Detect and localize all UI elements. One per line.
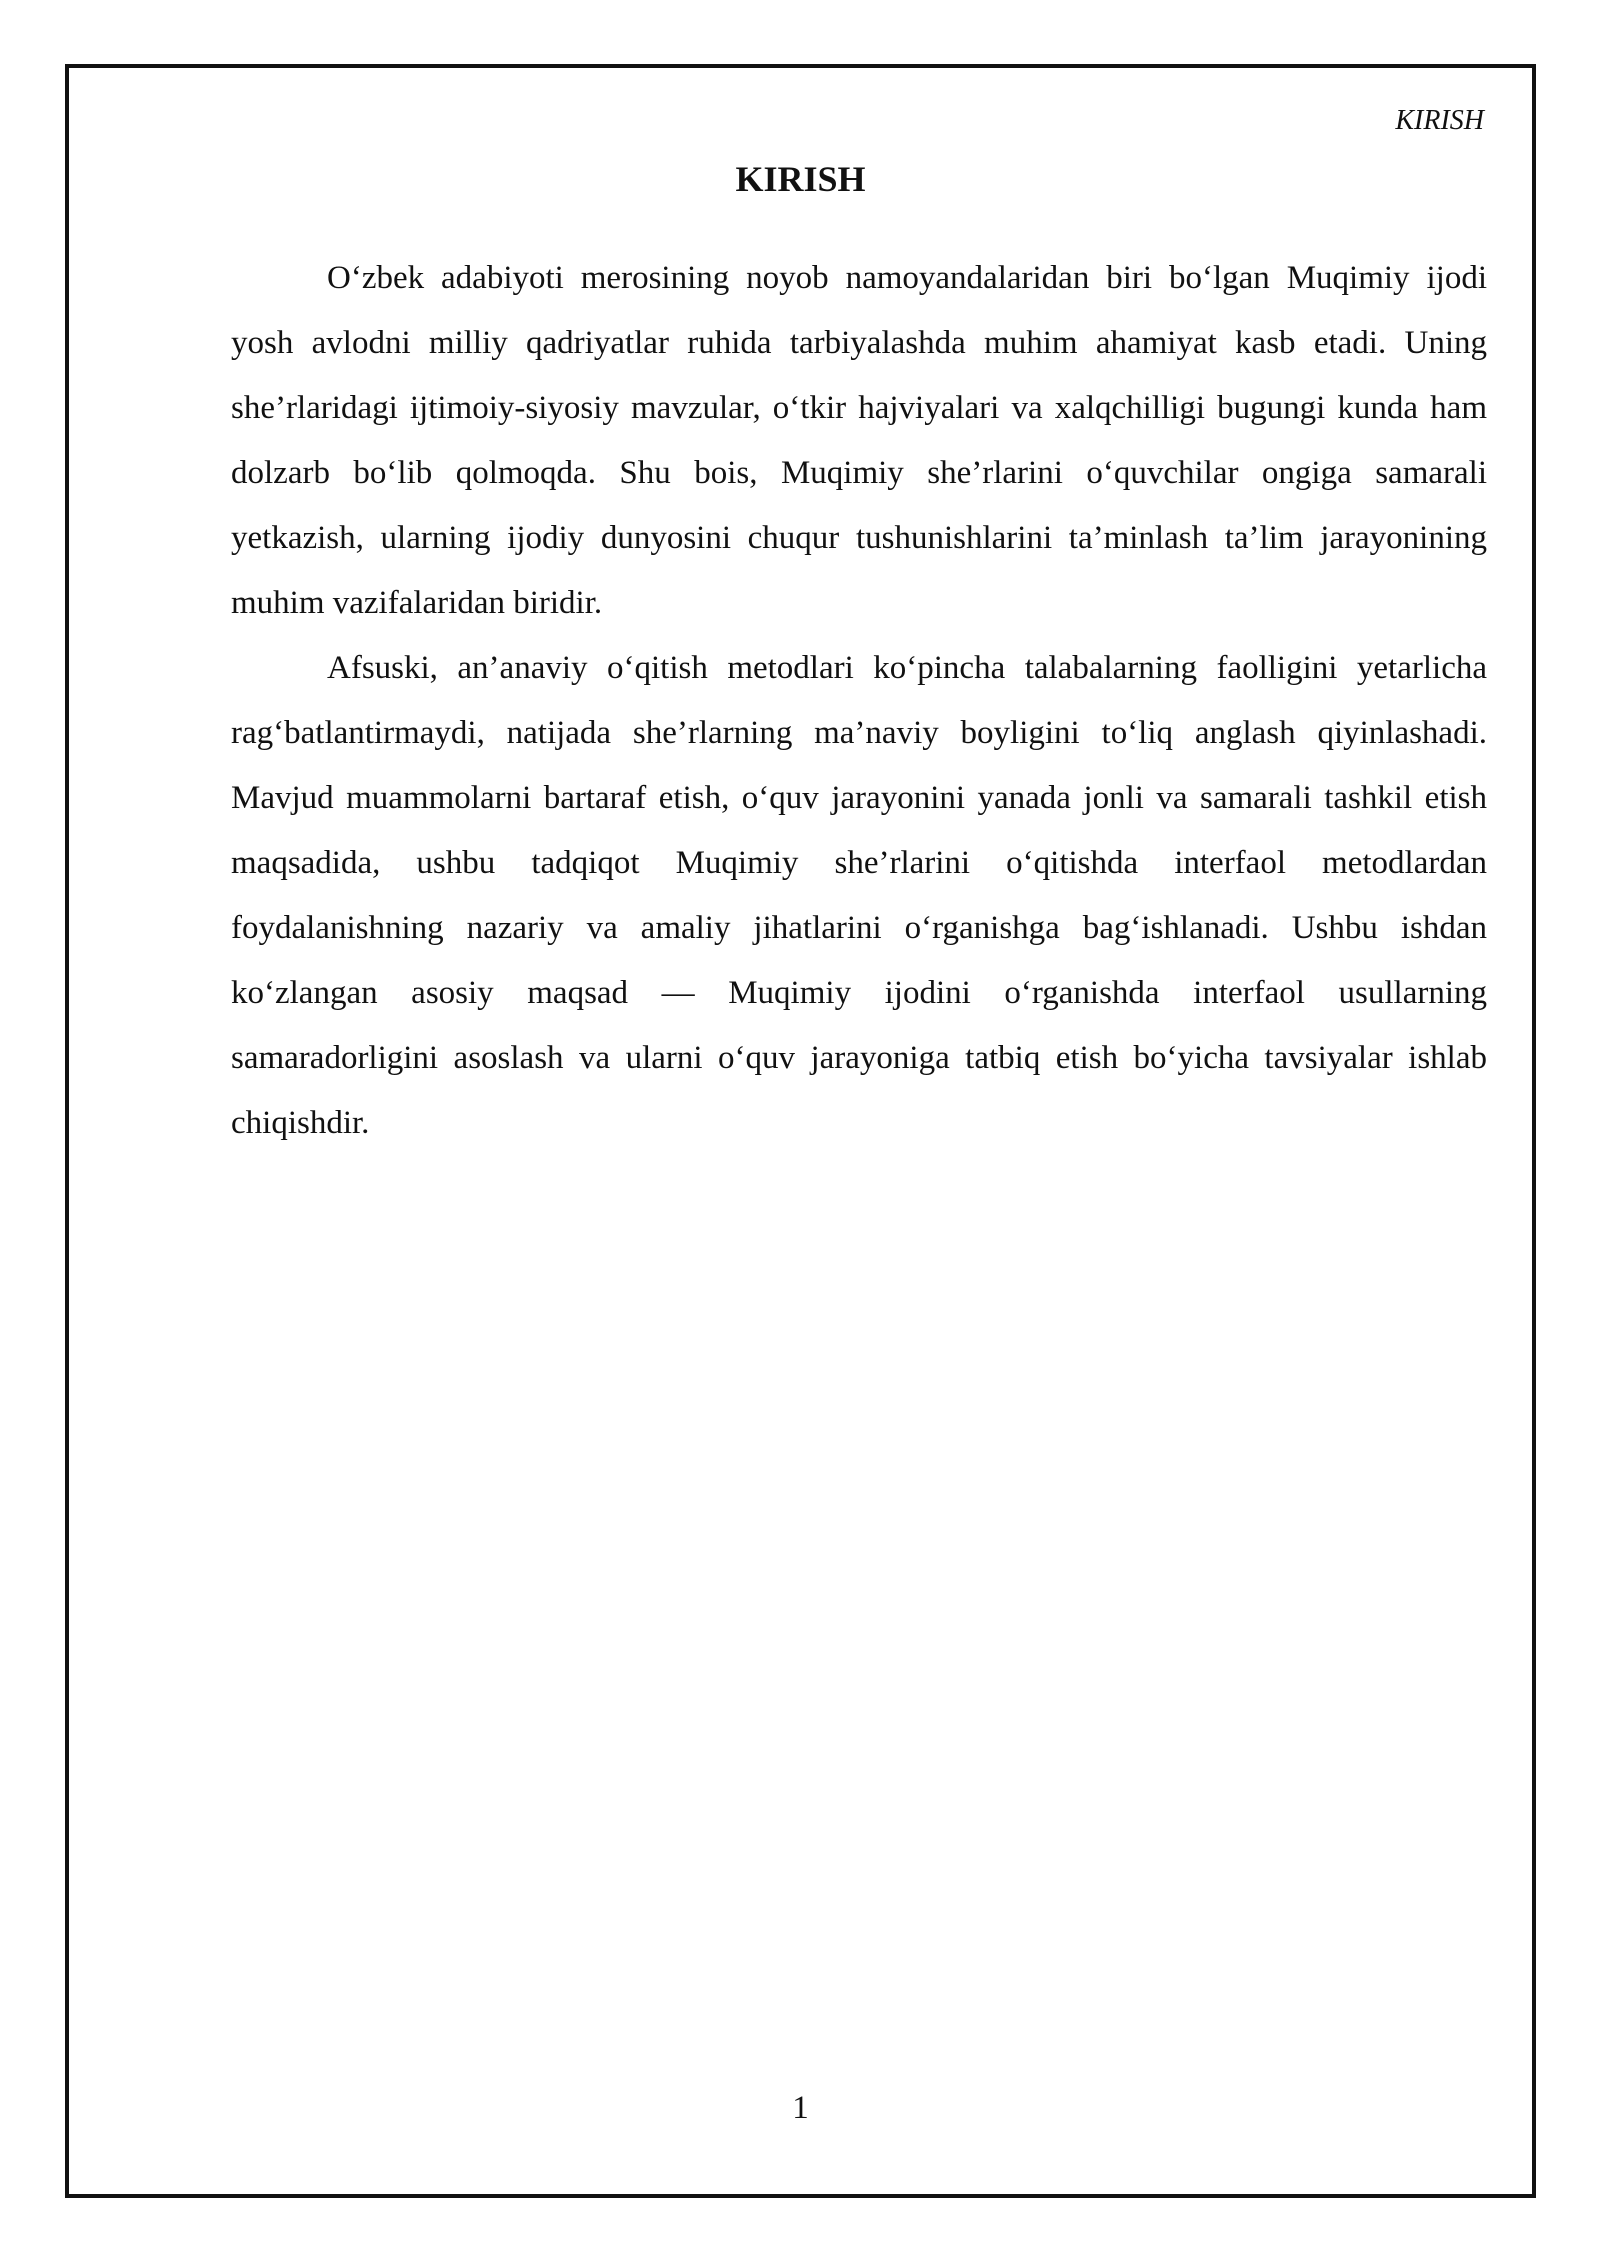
paragraph-1: O‘zbek adabiyoti merosining noyob namoyandalaridan biri bo‘lgan Muqimiy ijodi yosh avlodni milliy qadriyatlar ruhida tarbiyalashda muhim ahamiyat kasb etadi. Uning she’rlaridagi ijtimoiy-siyosiy mavzular, o‘tkir hajviyalari va xalqchilligi bugungi kunda ham dolzarb bo‘lib qolmoqda. Shu bois, Muqimiy she’rlarini o‘quvchilar ongiga samarali yetkazish, ularning ijodiy dunyosini chuqur tushunishlarini ta’minlash ta’lim jarayonining muhim vazifalaridan biridir. (231, 260, 1487, 621)
page-frame (65, 64, 1536, 2198)
running-header: KIRISH (1395, 105, 1484, 136)
page-title: KIRISH (735, 159, 866, 199)
paragraph-2: Afsuski, an’anaviy o‘qitish metodlari ko‘pincha talabalarning faolligini yetarlicha rag‘batlantirmaydi, natijada she’rlarning ma’naviy boyligini to‘liq anglash qiyinlashadi. Mavjud muammolarni bartaraf etish, o‘quv jarayonini yanada jonli va samarali tashkil etish maqsadida, ushbu tadqiqot Muqimiy she’rlarini o‘qitishda interfaol metodlardan foydalanishning nazariy va amaliy jihatlarini o‘rganishga bag‘ishlanadi. Ushbu ishdan ko‘zlangan asosiy maqsad — Muqimiy ijodini o‘rganishda interfaol usullarning samaradorligini asoslash va ularni o‘quv jarayoniga tatbiq etish bo‘yicha tavsiyalar ishlab chiqishdir. (231, 650, 1487, 1141)
body-text (231, 246, 1487, 1156)
page-number: 1 (792, 2090, 809, 2126)
